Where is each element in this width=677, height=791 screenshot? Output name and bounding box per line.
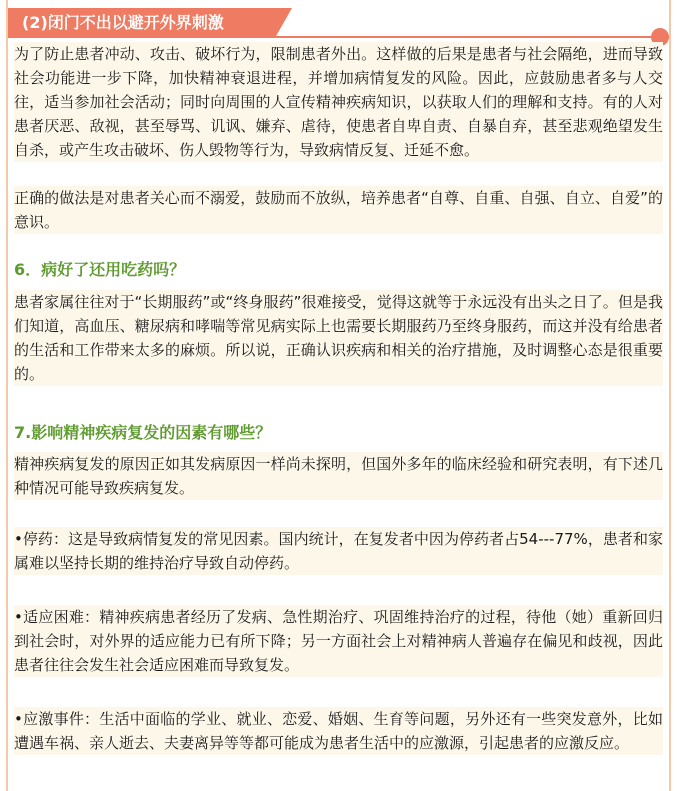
bullet-adaptation-difficulty: •适应困难：精神疾病患者经历了发病、急性期治疗、巩固维持治疗的过程，待他（她）重新回归到社会时，对外界的适应能力已有所下降；另一方面社会上对精神病人普遍存在偏见和歧视，因此患者往往会发生社会适应困难而导致复发。 — [14, 605, 663, 677]
bullet-stop-medication: •停药：这是导致病情复发的常见因素。国内统计，在复发者中因为停药者占54---77%，患者和家属难以坚持长期的维持治疗导致自动停药。 — [14, 527, 663, 575]
left-border-line — [6, 0, 8, 791]
heading-section-7: 7.影响精神疾病复发的因素有哪些？ — [14, 423, 272, 442]
right-border-line — [669, 0, 671, 791]
paragraph-correct-approach: 正确的做法是对患者关心而不溺爱，鼓励而不放纵，培养患者“自尊、自重、自强、自立、自爱”的意识。 — [14, 186, 663, 234]
bullet-stress-events: •应激事件：生活中面临的学业、就业、恋爱、婚姻、生育等问题，另外还有一些突发意外，比如遭遇车祸、亲人逝去、夫妻离异等等都可能成为患者生活中的应激源，引起患者的应激反应。 — [14, 707, 663, 755]
paragraph-isolation: 为了防止患者冲动、攻击、破坏行为，限制患者外出。这样做的后果是患者与社会隔绝，进而导致社会功能进一步下降，加快精神衰退进程，并增加病情复发的风险。因此，应鼓励患者多与人交往，适当参加社会活动；同时向周围的人宣传精神疾病知识，以获取人们的理解和支持。有的人对患者厌恶、敌视，甚至辱骂、讥讽、嫌弃、虐待，使患者自卑自责、自暴自弃，甚至悲观绝望发生自杀，或产生攻击破坏、伤人毁物等行为，导致病情反复、迁延不愈。 — [14, 42, 663, 162]
heading-section-6: 6．病好了还用吃药吗？ — [14, 260, 186, 279]
paragraph-medication: 患者家属往往对于“长期服药”或“终身服药”很难接受，觉得这就等于永远没有出头之日了。但是我们知道，高血压、糖尿病和哮喘等常见病实际上也需要长期服药乃至终身服药，而这并没有给患者的生活和工作带来太多的麻烦。所以说，正确认识疾病和相关的治疗措施，及时调整心态是很重要的。 — [14, 290, 663, 386]
section-title: (2)闭门不出以避开外界刺激 — [22, 13, 224, 32]
section-banner — [8, 8, 669, 38]
paragraph-relapse-intro: 精神疾病复发的原因正如其发病原因一样尚未探明，但国外多年的临床经验和研究表明，有下述几种情况可能导致疾病复发。 — [14, 452, 663, 500]
